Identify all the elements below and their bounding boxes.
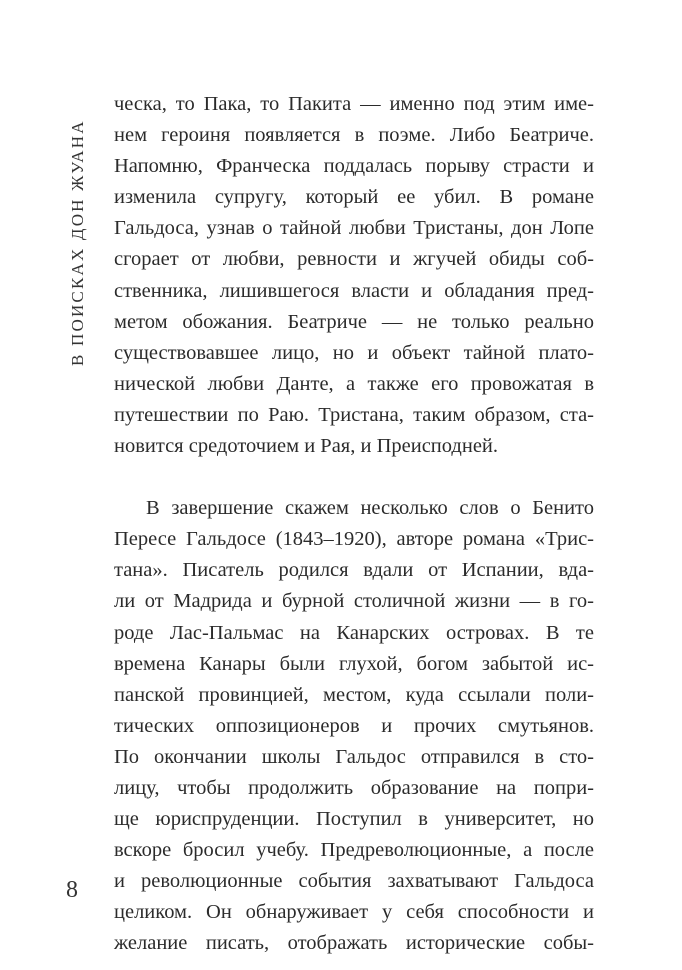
text-line: изменила супругу, который ее убил. В романе [114, 186, 594, 209]
paragraph-1 [114, 89, 594, 462]
text-line: ще юриспруденции. Поступил в университет, но [114, 808, 594, 831]
text-line: нической любви Данте, а также его провожатая в [114, 372, 594, 395]
text-line: лицу, чтобы продолжить образование на попри- [114, 776, 594, 799]
text-line: Пересе Гальдосе (1843–1920), авторе романа «Трис- [114, 528, 594, 551]
text-line: новится средоточием и Рая, и Преисподней. [114, 435, 499, 458]
text-line: В завершение скажем несколько слов о Бенито [146, 497, 594, 520]
text-line: Гальдоса, узнав о тайной любви Тристаны, дон Лопе [114, 217, 594, 240]
text-line: целиком. Он обнаруживает у себя способности и [114, 901, 594, 924]
text-line: путешествии по Раю. Тристана, таким образом, ста- [114, 403, 594, 426]
paragraph-gap [114, 462, 594, 493]
text-line: вскоре бросил учебу. Предреволюционные, а после [114, 839, 594, 862]
text-line: желание писать, отображать исторические собы- [114, 932, 594, 955]
text-line: ческа, то Пака, то Пакита — именно под этим име- [114, 93, 594, 115]
text-line: ственника, лишившегося власти и обладания пред- [114, 279, 594, 302]
text-line: нем героиня появляется в поэме. Либо Беатриче. [114, 124, 594, 147]
text-line: тических оппозиционеров и прочих смутьянов. [114, 714, 594, 737]
text-line: и революционные события захватывают Гальдоса [114, 870, 594, 893]
text-line: метом обожания. Беатриче — не только реально [114, 310, 594, 333]
text-line: тана». Писатель родился вдали от Испании, вда- [114, 559, 594, 582]
text-line: Напомню, Франческа поддалась порыву страсти и [114, 155, 594, 178]
text-line: роде Лас-Пальмас на Канарских островах. В те [114, 621, 594, 644]
text-line: По окончании школы Гальдос отправился в сто- [114, 745, 594, 768]
running-head: В ПОИСКАХ ДОН ЖУАНА [68, 119, 87, 366]
text-line: времена Канары были глухой, богом забытой ис- [114, 652, 594, 675]
page-number: 8 [66, 877, 78, 903]
text-line: ли от Мадрида и бурной столичной жизни — в го- [114, 590, 594, 613]
text-line: существовавшее лицо, но и объект тайной плато- [114, 341, 594, 364]
paragraph-2 [114, 493, 594, 959]
text-line: сгорает от любви, ревности и жгучей обиды соб- [114, 248, 594, 271]
body-text [114, 89, 594, 960]
text-line: панской провинцией, местом, куда ссылали поли- [114, 683, 594, 706]
